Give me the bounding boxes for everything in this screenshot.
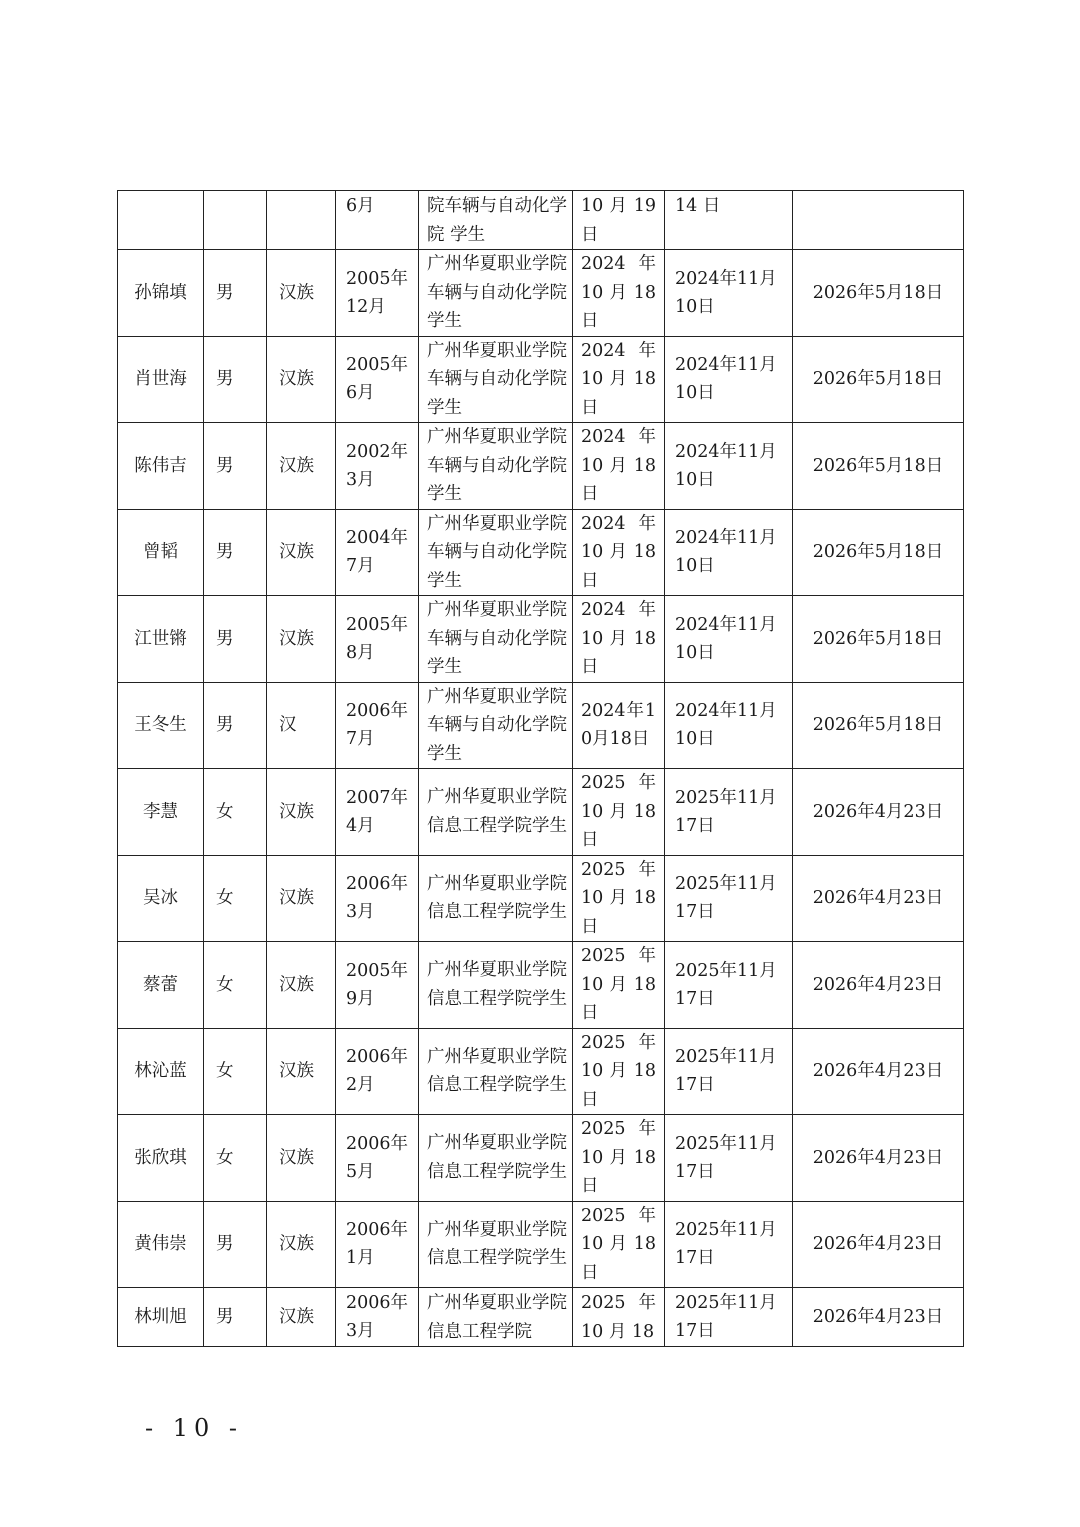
member-table	[117, 190, 964, 1347]
birth-cell: 2006年3月	[336, 1288, 419, 1347]
birth-cell: 2006年3月	[336, 855, 419, 942]
expire-date-cell: 2026年5月18日	[793, 250, 964, 337]
grad-date-cell: 14 日	[665, 191, 793, 250]
unit-cell: 广州华夏职业学院车辆与自动化学院 学生	[419, 336, 573, 423]
table-row	[118, 1115, 964, 1202]
expire-date-cell: 2026年5月18日	[793, 423, 964, 510]
birth-cell: 2007年4月	[336, 769, 419, 856]
expire-date-cell: 2026年4月23日	[793, 1028, 964, 1115]
birth-cell: 2002年3月	[336, 423, 419, 510]
nation-cell: 汉族	[267, 1288, 336, 1347]
expire-date-cell	[793, 191, 964, 250]
unit-cell: 广州华夏职业学院信息工程学院学生	[419, 769, 573, 856]
unit-cell: 广州华夏职业学院信息工程学院学生	[419, 1201, 573, 1288]
join-date-cell: 2024 年 10 月 18 日	[573, 250, 665, 337]
join-date-cell: 2025 年 10 月 18	[573, 1288, 665, 1347]
unit-cell: 广州华夏职业学院信息工程学院学生	[419, 1028, 573, 1115]
birth-cell: 2006年7月	[336, 682, 419, 769]
join-date-cell: 2024 年 10 月 18 日	[573, 596, 665, 683]
nation-cell: 汉	[267, 682, 336, 769]
expire-date-cell: 2026年4月23日	[793, 1288, 964, 1347]
table-row	[118, 1201, 964, 1288]
gender-cell	[204, 191, 267, 250]
gender-cell: 女	[204, 942, 267, 1029]
unit-cell: 广州华夏职业学院车辆与自动化学院 学生	[419, 509, 573, 596]
name-cell: 王冬生	[118, 682, 204, 769]
grad-date-cell: 2025年11月17日	[665, 1201, 793, 1288]
unit-cell: 广州华夏职业学院车辆与自动化学院 学生	[419, 423, 573, 510]
gender-cell: 男	[204, 1201, 267, 1288]
name-cell: 张欣琪	[118, 1115, 204, 1202]
join-date-cell: 2025 年 10 月 18 日	[573, 942, 665, 1029]
join-date-cell: 2025 年 10 月 18 日	[573, 1201, 665, 1288]
name-cell: 陈伟吉	[118, 423, 204, 510]
grad-date-cell: 2024年11月10日	[665, 423, 793, 510]
table-row	[118, 250, 964, 337]
join-date-cell: 2025 年 10 月 18 日	[573, 769, 665, 856]
birth-cell: 2006年1月	[336, 1201, 419, 1288]
join-date-cell: 2024 年 10 月 18 日	[573, 336, 665, 423]
grad-date-cell: 2024年11月10日	[665, 250, 793, 337]
grad-date-cell: 2024年11月10日	[665, 682, 793, 769]
gender-cell: 男	[204, 1288, 267, 1347]
grad-date-cell: 2024年11月10日	[665, 509, 793, 596]
join-date-cell: 10 月 19 日	[573, 191, 665, 250]
gender-cell: 男	[204, 336, 267, 423]
table-row	[118, 769, 964, 856]
name-cell: 林圳旭	[118, 1288, 204, 1347]
unit-cell: 广州华夏职业学院车辆与自动化学院 学生	[419, 596, 573, 683]
name-cell: 李慧	[118, 769, 204, 856]
nation-cell: 汉族	[267, 250, 336, 337]
nation-cell: 汉族	[267, 596, 336, 683]
name-cell: 肖世海	[118, 336, 204, 423]
join-date-cell: 2025 年 10 月 18 日	[573, 1028, 665, 1115]
birth-cell: 2005年8月	[336, 596, 419, 683]
birth-cell: 2005年6月	[336, 336, 419, 423]
unit-cell: 广州华夏职业学院信息工程学院学生	[419, 855, 573, 942]
gender-cell: 女	[204, 769, 267, 856]
gender-cell: 女	[204, 855, 267, 942]
gender-cell: 男	[204, 596, 267, 683]
gender-cell: 男	[204, 509, 267, 596]
nation-cell	[267, 191, 336, 250]
name-cell: 黄伟崇	[118, 1201, 204, 1288]
unit-cell: 广州华夏职业学院车辆与自动化学院 学生	[419, 682, 573, 769]
name-cell: 江世锵	[118, 596, 204, 683]
grad-date-cell: 2025年11月17日	[665, 1115, 793, 1202]
nation-cell: 汉族	[267, 1201, 336, 1288]
table-row	[118, 336, 964, 423]
expire-date-cell: 2026年4月23日	[793, 769, 964, 856]
nation-cell: 汉族	[267, 942, 336, 1029]
table-row	[118, 682, 964, 769]
birth-cell: 2005年9月	[336, 942, 419, 1029]
nation-cell: 汉族	[267, 1115, 336, 1202]
name-cell: 曾韬	[118, 509, 204, 596]
nation-cell: 汉族	[267, 509, 336, 596]
expire-date-cell: 2026年5月18日	[793, 596, 964, 683]
unit-cell: 广州华夏职业学院信息工程学院学生	[419, 942, 573, 1029]
grad-date-cell: 2024年11月10日	[665, 336, 793, 423]
gender-cell: 女	[204, 1115, 267, 1202]
grad-date-cell: 2025年11月17日	[665, 942, 793, 1029]
join-date-cell: 2024年10月18日	[573, 682, 665, 769]
grad-date-cell: 2025年11月17日	[665, 769, 793, 856]
grad-date-cell: 2025年11月17日	[665, 1028, 793, 1115]
unit-cell: 广州华夏职业学院车辆与自动化学院 学生	[419, 250, 573, 337]
table-row	[118, 509, 964, 596]
join-date-cell: 2024 年 10 月 18 日	[573, 423, 665, 510]
gender-cell: 男	[204, 250, 267, 337]
gender-cell: 男	[204, 423, 267, 510]
table-row	[118, 855, 964, 942]
nation-cell: 汉族	[267, 769, 336, 856]
gender-cell: 男	[204, 682, 267, 769]
birth-cell: 2004年7月	[336, 509, 419, 596]
expire-date-cell: 2026年4月23日	[793, 855, 964, 942]
gender-cell: 女	[204, 1028, 267, 1115]
join-date-cell: 2025 年 10 月 18 日	[573, 855, 665, 942]
nation-cell: 汉族	[267, 1028, 336, 1115]
nation-cell: 汉族	[267, 855, 336, 942]
table-row-continued	[118, 191, 964, 250]
expire-date-cell: 2026年4月23日	[793, 942, 964, 1029]
table-row	[118, 942, 964, 1029]
nation-cell: 汉族	[267, 336, 336, 423]
table-row	[118, 596, 964, 683]
name-cell: 蔡蕾	[118, 942, 204, 1029]
expire-date-cell: 2026年4月23日	[793, 1115, 964, 1202]
unit-cell: 院车辆与自动化学院 学生	[419, 191, 573, 250]
unit-cell: 广州华夏职业学院信息工程学院	[419, 1288, 573, 1347]
table-row	[118, 1028, 964, 1115]
name-cell	[118, 191, 204, 250]
grad-date-cell: 2025年11月17日	[665, 1288, 793, 1347]
grad-date-cell: 2024年11月10日	[665, 596, 793, 683]
name-cell: 吴冰	[118, 855, 204, 942]
birth-cell: 6月	[336, 191, 419, 250]
name-cell: 林沁蓝	[118, 1028, 204, 1115]
join-date-cell: 2024 年 10 月 18 日	[573, 509, 665, 596]
expire-date-cell: 2026年5月18日	[793, 509, 964, 596]
grad-date-cell: 2025年11月17日	[665, 855, 793, 942]
expire-date-cell: 2026年5月18日	[793, 336, 964, 423]
table-row	[118, 423, 964, 510]
join-date-cell: 2025 年 10 月 18 日	[573, 1115, 665, 1202]
birth-cell: 2006年5月	[336, 1115, 419, 1202]
table-row-truncated	[118, 1288, 964, 1347]
expire-date-cell: 2026年5月18日	[793, 682, 964, 769]
birth-cell: 2006年2月	[336, 1028, 419, 1115]
nation-cell: 汉族	[267, 423, 336, 510]
page-number: - 10 -	[145, 1414, 244, 1442]
expire-date-cell: 2026年4月23日	[793, 1201, 964, 1288]
unit-cell: 广州华夏职业学院信息工程学院学生	[419, 1115, 573, 1202]
birth-cell: 2005年12月	[336, 250, 419, 337]
name-cell: 孙锦填	[118, 250, 204, 337]
